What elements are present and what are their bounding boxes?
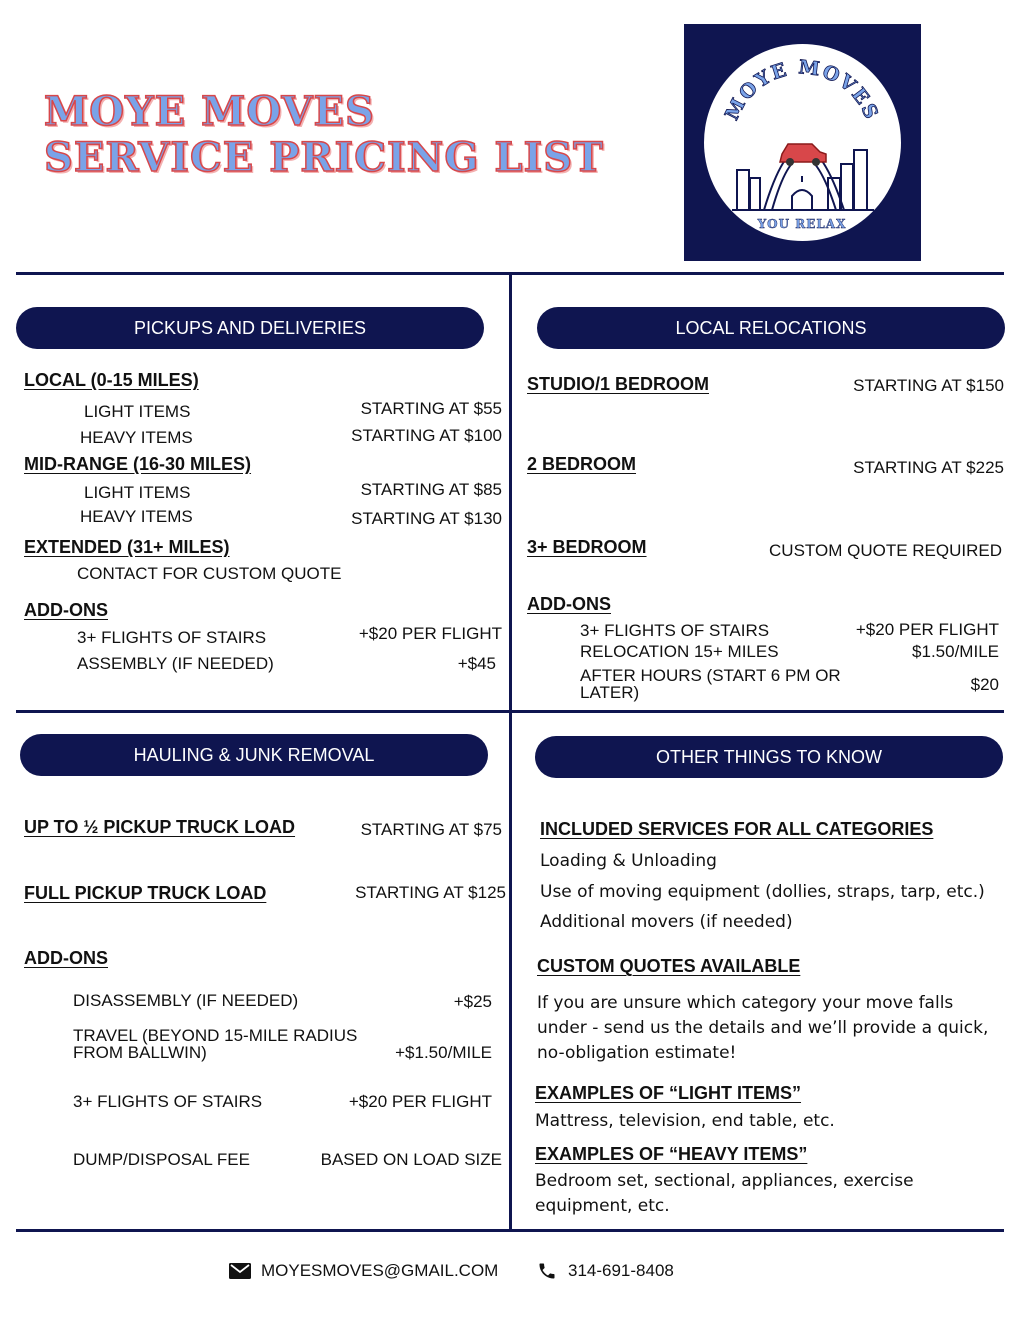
other-included-heading: INCLUDED SERVICES FOR ALL CATEGORIES — [540, 819, 934, 839]
pickups-assembly-price: +$45 — [457, 654, 496, 673]
pickups-mid-light-price: STARTING AT $85 — [360, 480, 502, 499]
title-line-1: MOYE MOVES — [44, 88, 375, 135]
pickups-extended-heading: EXTENDED (31+ MILES) — [24, 537, 230, 557]
other-included-1: Loading & Unloading — [540, 851, 717, 871]
pickups-stairs-price: +$20 PER FLIGHT — [358, 624, 502, 643]
local-studio-price: STARTING AT $150 — [853, 376, 1004, 395]
hauling-addons-heading: ADD-ONS — [24, 948, 108, 968]
local-stairs: 3+ FLIGHTS OF STAIRS — [580, 621, 770, 640]
other-custom-heading: CUSTOM QUOTES AVAILABLE — [537, 956, 801, 976]
pickups-addons-heading: ADD-ONS — [24, 600, 108, 620]
footer-phone[interactable]: 314-691-8408 — [568, 1261, 674, 1280]
local-header: LOCAL RELOCATIONS — [537, 307, 1005, 349]
other-heavy-heading: EXAMPLES OF “HEAVY ITEMS” — [535, 1144, 808, 1164]
logo-top-text: MOYE MOVES — [720, 56, 883, 124]
pickups-mid-heavy: HEAVY ITEMS — [80, 507, 193, 526]
hauling-half-price: STARTING AT $75 — [360, 820, 502, 839]
local-stairs-price: +$20 PER FLIGHT — [855, 620, 999, 639]
pickups-extended-note: CONTACT FOR CUSTOM QUOTE — [77, 564, 342, 583]
hauling-half: UP TO ½ PICKUP TRUCK LOAD — [24, 817, 296, 837]
logo-circle — [704, 44, 901, 241]
local-after-hours-price: $20 — [970, 675, 999, 694]
other-light-heading: EXAMPLES OF “LIGHT ITEMS” — [535, 1083, 802, 1103]
divider-vertical — [509, 272, 512, 1232]
svg-text:MOYE MOVES — [721, 56, 883, 124]
mail-icon — [229, 1263, 251, 1279]
other-included-2: Use of moving equipment (dollies, straps, tarp, etc.) — [540, 882, 985, 902]
local-studio: STUDIO/1 BEDROOM — [527, 374, 710, 394]
other-header: OTHER THINGS TO KNOW — [535, 736, 1003, 778]
other-custom-text: If you are unsure which category your move falls under - send us the details and we’ll provide a quick, no-obligation estimate! — [537, 993, 989, 1063]
local-two-bedroom: 2 BEDROOM — [527, 454, 637, 474]
pickups-local-heading: LOCAL (0-15 MILES) — [24, 370, 199, 390]
hauling-stairs-price: +$20 PER FLIGHT — [348, 1092, 492, 1111]
pickups-mid-heavy-price: STARTING AT $130 — [351, 509, 502, 528]
phone-icon — [537, 1261, 557, 1281]
title-line-2: SERVICE PRICING LIST — [44, 134, 604, 181]
pickups-local-light: LIGHT ITEMS — [84, 402, 191, 421]
hauling-disassembly: DISASSEMBLY (IF NEEDED) — [73, 991, 299, 1010]
pickups-stairs: 3+ FLIGHTS OF STAIRS — [77, 628, 267, 647]
local-relocation: RELOCATION 15+ MILES — [580, 642, 779, 661]
hauling-travel-price: +$1.50/MILE — [395, 1043, 492, 1062]
logo-bottom-text: YOU RELAX — [757, 217, 847, 231]
hauling-dump-price: BASED ON LOAD SIZE — [320, 1150, 502, 1169]
hauling-travel: TRAVEL (BEYOND 15-MILE RADIUS FROM BALLWIN) — [73, 1026, 358, 1062]
pickups-mid-light: LIGHT ITEMS — [84, 483, 191, 502]
pickups-header: PICKUPS AND DELIVERIES — [16, 307, 484, 349]
local-addons-heading: ADD-ONS — [527, 594, 611, 614]
pickups-local-heavy-price: STARTING AT $100 — [351, 426, 502, 445]
logo — [684, 24, 921, 261]
local-three-bedroom: 3+ BEDROOM — [527, 537, 647, 557]
local-after-hours: AFTER HOURS (START 6 PM OR LATER) — [580, 666, 841, 702]
local-three-bedroom-price: CUSTOM QUOTE REQUIRED — [769, 541, 1002, 560]
car-icon — [780, 144, 826, 166]
pickups-local-light-price: STARTING AT $55 — [360, 399, 502, 418]
pickups-mid-heading: MID-RANGE (16-30 MILES) — [24, 454, 252, 474]
footer-email[interactable]: MOYESMOVES@GMAIL.COM — [261, 1261, 499, 1280]
hauling-stairs: 3+ FLIGHTS OF STAIRS — [73, 1092, 263, 1111]
hauling-disassembly-price: +$25 — [453, 992, 492, 1011]
local-two-bedroom-price: STARTING AT $225 — [853, 458, 1004, 477]
hauling-dump: DUMP/DISPOSAL FEE — [73, 1150, 250, 1169]
hauling-header: HAULING & JUNK REMOVAL — [20, 734, 488, 776]
local-relocation-price: $1.50/MILE — [912, 642, 999, 661]
other-included-3: Additional movers (if needed) — [540, 912, 793, 932]
hauling-full: FULL PICKUP TRUCK LOAD — [24, 883, 267, 903]
other-light-text: Mattress, television, end table, etc. — [535, 1111, 835, 1131]
gateway-arch-icon — [704, 44, 901, 241]
other-heavy-text: Bedroom set, sectional, appliances, exercise equipment, etc. — [535, 1171, 914, 1216]
pickups-local-heavy: HEAVY ITEMS — [80, 428, 193, 447]
hauling-full-price: STARTING AT $125 — [355, 883, 506, 902]
pickups-assembly: ASSEMBLY (IF NEEDED) — [77, 654, 274, 673]
